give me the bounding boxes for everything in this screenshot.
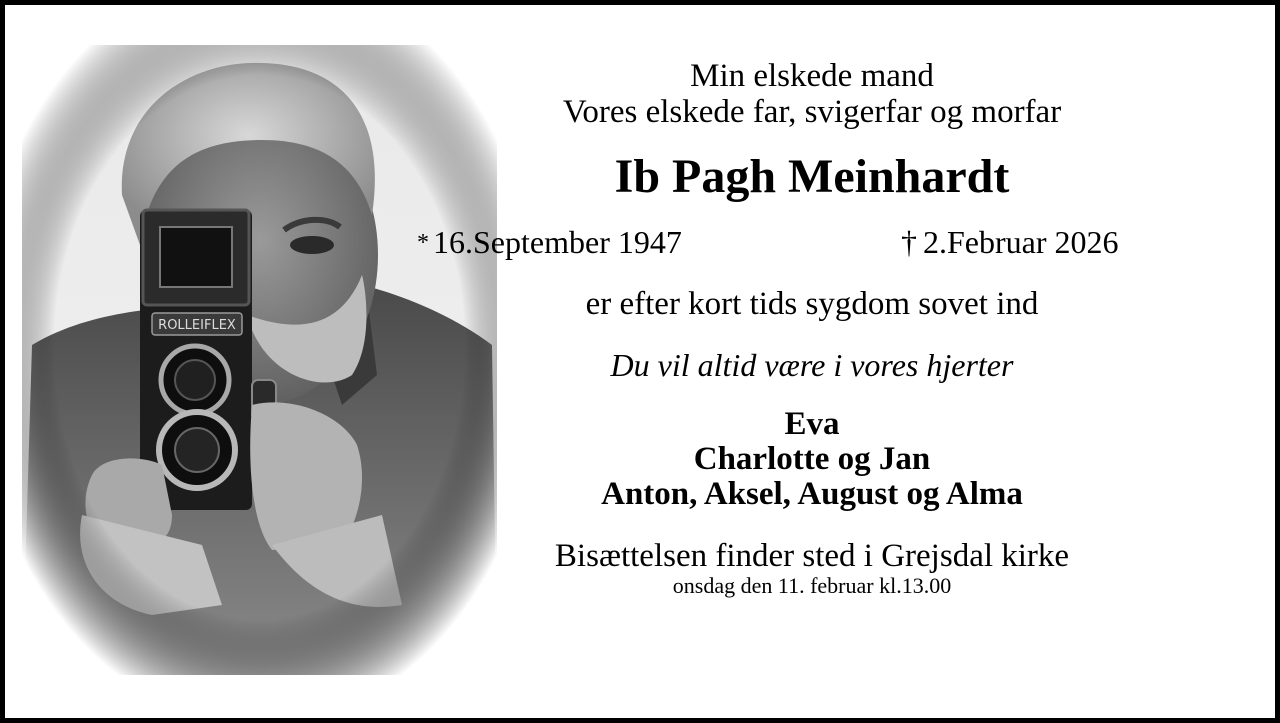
death-date	[901, 222, 1119, 262]
funeral-time: onsdag den 11. februar kl.13.00	[672, 573, 952, 598]
dagger-icon: †	[901, 224, 917, 260]
intro-line-1: Min elskede mand	[690, 58, 934, 94]
star-icon: *	[417, 230, 429, 256]
life-dates	[417, 222, 1177, 262]
passing-line: er efter kort tids sygdom sovet ind	[585, 286, 1039, 322]
funeral-location: Bisættelsen finder sted i Grejsdal kirke	[554, 538, 1070, 574]
notice-text	[497, 0, 1127, 723]
deceased-name: Ib Pagh Meinhardt	[614, 150, 1010, 203]
portrait-photo	[22, 45, 497, 675]
death-date-text: 2.Februar 2026	[923, 224, 1119, 260]
family-line: Anton, Aksel, August og Alma	[601, 476, 1023, 512]
birth-date-text: 16.September 1947	[433, 224, 682, 260]
family-line: Charlotte og Jan	[693, 441, 931, 477]
birth-date	[417, 222, 682, 266]
memorial-line: Du vil altid være i vores hjerter	[610, 347, 1014, 383]
intro-line-2: Vores elskede far, svigerfar og morfar	[562, 94, 1062, 130]
family-line: Eva	[784, 406, 840, 442]
